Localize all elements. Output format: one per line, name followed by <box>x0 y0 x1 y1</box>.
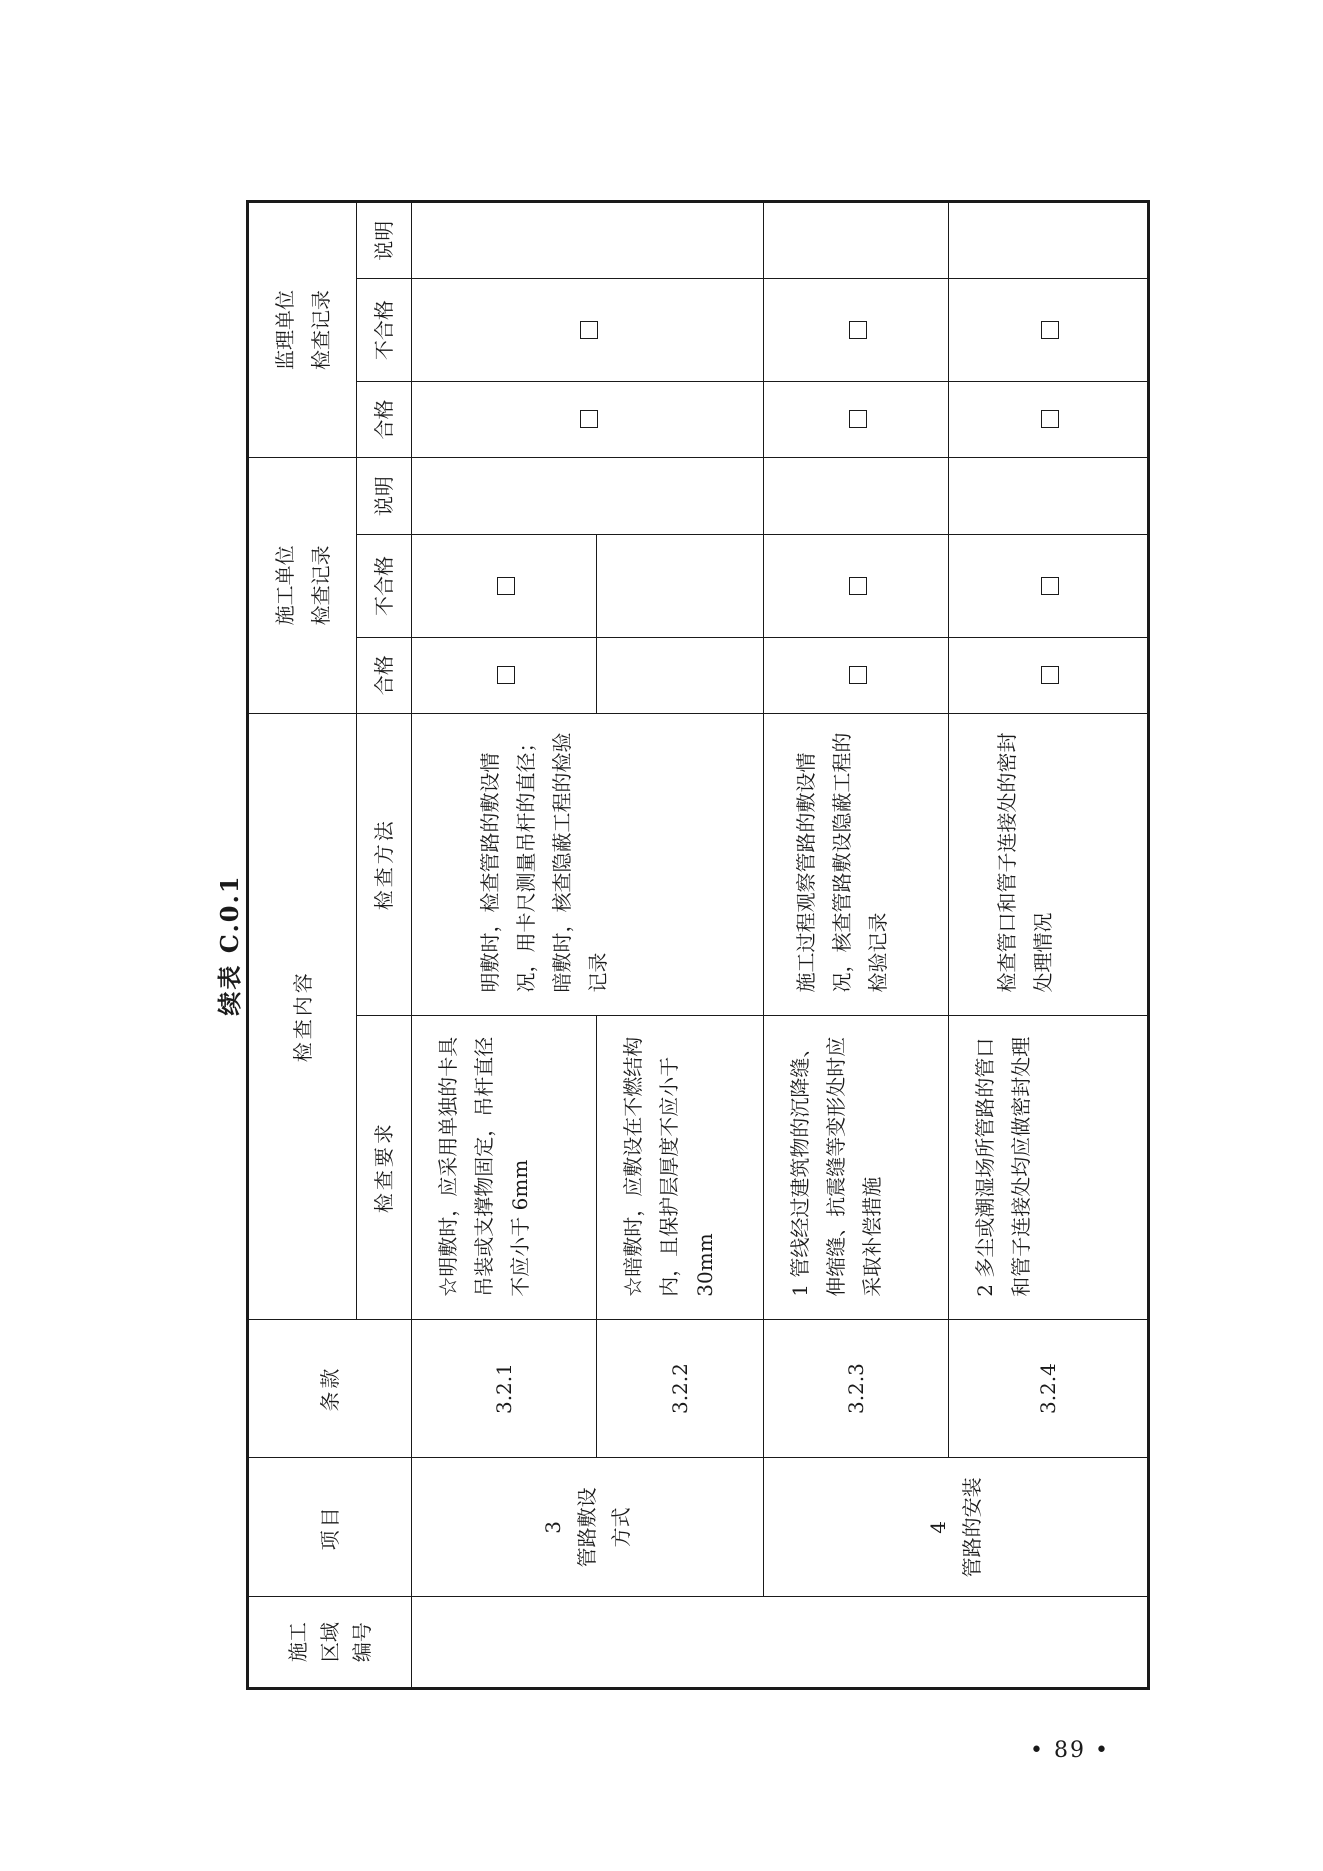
checkbox[interactable] <box>580 321 598 339</box>
header-supervision-record: 监理单位 检查记录 <box>248 202 357 458</box>
table-title: 续表 C.0.1 <box>215 874 244 1016</box>
method-cell <box>412 713 764 1015</box>
construction-note-cell <box>412 457 764 534</box>
rotated-page <box>200 200 1150 1690</box>
checkbox[interactable] <box>1041 410 1059 428</box>
header-supervision-note: 说明 <box>357 202 412 279</box>
header-construction-note: 说明 <box>357 457 412 534</box>
header-requirement: 检查要求 <box>357 1015 412 1319</box>
method-cell <box>949 713 1149 1015</box>
header-item: 项目 <box>248 1458 412 1597</box>
supervision-pass-cell <box>763 381 948 457</box>
supervision-fail-cell <box>949 279 1149 382</box>
method-text: 施工过程观察管路的敷设情况，核查管路敷设隐蔽工程的检验记录 <box>793 732 890 993</box>
header-construction-record: 施工单位 检查记录 <box>248 457 357 713</box>
clause-cell: 3.2.4 <box>949 1319 1149 1458</box>
requirement-text: ☆明敷时，应采用单独的卡具吊装或支撑物固定，吊杆直径不应小于 6mm <box>436 1036 533 1297</box>
checkbox[interactable] <box>497 577 515 595</box>
clause-cell: 3.2.3 <box>763 1319 948 1458</box>
checkbox[interactable] <box>497 666 515 684</box>
supervision-note-cell <box>412 202 764 279</box>
clause-cell: 3.2.2 <box>597 1319 763 1458</box>
header-construction-pass: 合格 <box>357 637 412 713</box>
method-text: 明敷时，检查管路的敷设情况，用卡尺测量吊杆的直径；暗敷时，核查隐蔽工程的检验记录 <box>478 732 611 993</box>
checkbox[interactable] <box>849 410 867 428</box>
method-text: 检查管口和管子连接处的密封处理情况 <box>995 732 1056 993</box>
requirement-text: 1 管线经过建筑物的沉降缝、伸缩缝、抗震缝等变形处时应采取补偿措施 <box>787 1036 884 1297</box>
construction-pass-cell <box>949 637 1149 713</box>
requirement-cell <box>597 1015 763 1319</box>
requirement-cell <box>763 1015 948 1319</box>
area-code-cell <box>412 1597 1149 1689</box>
checkbox[interactable] <box>849 321 867 339</box>
construction-fail-cell <box>949 535 1149 638</box>
header-content: 检查内容 <box>248 713 357 1319</box>
supervision-pass-cell <box>949 381 1149 457</box>
construction-fail-cell <box>597 535 763 638</box>
supervision-fail-cell <box>412 279 764 382</box>
supervision-note-cell <box>949 202 1149 279</box>
construction-note-cell <box>763 457 948 534</box>
supervision-pass-cell <box>412 381 764 457</box>
item-cell: 3 管路敷设 方式 <box>412 1458 764 1597</box>
construction-fail-cell <box>412 535 597 638</box>
construction-pass-cell <box>597 637 763 713</box>
header-method: 检查方法 <box>357 713 412 1015</box>
requirement-cell <box>949 1015 1149 1319</box>
checkbox[interactable] <box>580 410 598 428</box>
header-supervision-fail: 不合格 <box>357 279 412 382</box>
construction-pass-cell <box>763 637 948 713</box>
clause-cell: 3.2.1 <box>412 1319 597 1458</box>
inspection-table <box>246 200 1150 1690</box>
item-cell: 4 管路的安装 <box>763 1458 1148 1597</box>
construction-note-cell <box>949 457 1149 534</box>
checkbox[interactable] <box>1041 577 1059 595</box>
supervision-fail-cell <box>763 279 948 382</box>
header-construction-fail: 不合格 <box>357 535 412 638</box>
checkbox[interactable] <box>849 577 867 595</box>
checkbox[interactable] <box>849 666 867 684</box>
requirement-cell <box>412 1015 597 1319</box>
method-cell <box>763 713 948 1015</box>
requirement-text: ☆暗敷时，应敷设在不燃结构内，且保护层厚度不应小于 30mm <box>621 1036 718 1297</box>
checkbox[interactable] <box>1041 321 1059 339</box>
header-clause: 条款 <box>248 1319 412 1458</box>
construction-pass-cell <box>412 637 597 713</box>
header-supervision-pass: 合格 <box>357 381 412 457</box>
supervision-note-cell <box>763 202 948 279</box>
checkbox[interactable] <box>1041 666 1059 684</box>
header-area-code: 施工 区域 编号 <box>248 1597 412 1689</box>
requirement-text: 2 多尘或潮湿场所管路的管口和管子连接处均应做密封处理 <box>973 1036 1034 1297</box>
page-number: • 89 • <box>1030 1738 1110 1763</box>
construction-fail-cell <box>763 535 948 638</box>
